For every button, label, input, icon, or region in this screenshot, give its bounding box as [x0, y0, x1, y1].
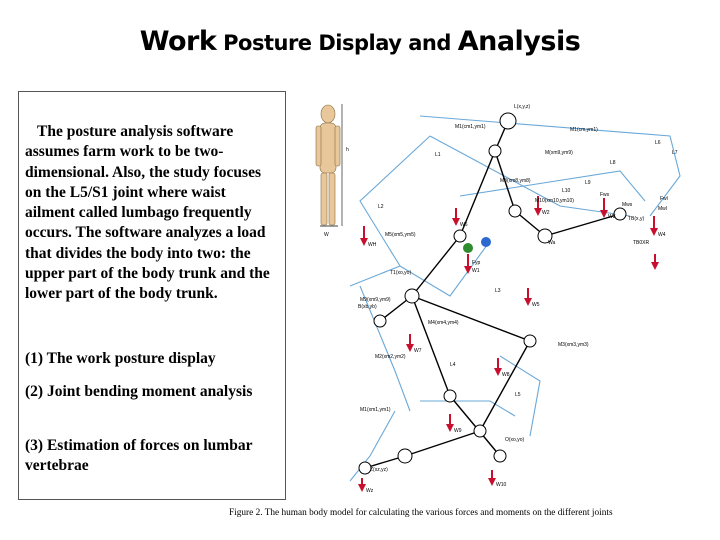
intro-paragraph [25, 122, 279, 305]
label-l8: L8 [610, 160, 616, 166]
label-fwl: Fwl [660, 196, 668, 202]
label-o: O(xo,yo) [505, 437, 525, 443]
label-m5: M5(xm5,ym5) [385, 232, 416, 238]
label-fws: Fws [600, 192, 610, 198]
description-box [18, 91, 286, 500]
guide-lines [350, 116, 680, 481]
body-model-figure [300, 96, 710, 496]
label-w1: W1 [472, 268, 480, 274]
label-w7: W7 [414, 348, 422, 354]
label-m4: M4(xm4,ym4) [428, 320, 459, 326]
label-wz: Wz [366, 488, 374, 494]
blue-marker-icon [481, 237, 491, 247]
list-item-bending-moment: (2) Joint bending moment analysis [25, 383, 253, 400]
joint-markers [359, 113, 626, 474]
label-m2: M2(xm2,ym2) [375, 354, 406, 360]
label-w2: W2 [542, 210, 550, 216]
list-item-lumbar-forces: (3) Estimation of forces on lumbar vertebrae [25, 437, 253, 475]
label-l6: L6 [655, 140, 661, 146]
label-m: M(xm9,ym9) [545, 150, 573, 156]
label-l2: L2 [378, 204, 384, 210]
label-wa: Wa [548, 240, 556, 246]
label-l10: L10 [562, 188, 571, 194]
label-t1: T1(xo,yo) [390, 270, 412, 276]
label-w: W [324, 232, 329, 238]
title-middle: Posture Display and [216, 31, 458, 55]
label-m1-top: M1(cm1,ym1) [455, 124, 486, 130]
label-m8: M8(xm8,ym8) [500, 178, 531, 184]
label-l9: L9 [585, 180, 591, 186]
label-w5: W5 [532, 302, 540, 308]
label-m1: M1(cm,ym1) [570, 127, 598, 133]
slide-title [0, 26, 720, 57]
label-l1: L1 [435, 152, 441, 158]
body-model-diagram [300, 96, 710, 496]
force-arrows [358, 196, 659, 492]
label-m9: M9(xm9,ym9) [360, 297, 391, 303]
label-fyp: Fyp [472, 260, 481, 266]
label-b: B(xb,yb) [358, 304, 377, 310]
label-wh: WH [368, 242, 377, 248]
standing-person-icon [316, 104, 342, 226]
label-l: L(x,y,z) [514, 104, 531, 110]
diagram-labels [324, 104, 678, 494]
title-word-analysis: Analysis [457, 26, 581, 57]
label-l5: L5 [515, 392, 521, 398]
green-marker-icon [463, 243, 473, 253]
label-h: h [346, 147, 349, 153]
label-w8: W8 [502, 372, 510, 378]
label-w10: W10 [496, 482, 507, 488]
label-w6: W6 [460, 222, 468, 228]
intro-text: The posture analysis software assumes farm work to be two-dimensional. Also, the study focuses on the L5/S1 joint where waist ailment called lumbago frequently occurs. The software analyzes a load that divides the body into two: the upper part of the body trunk and the lower part of the body trunk. [25, 123, 270, 303]
label-l3: L3 [495, 288, 501, 294]
label-m10: M10(xm10,ym10) [535, 198, 574, 204]
label-tb: TB(x,y) [628, 216, 645, 222]
label-z: Z(xz,yz) [370, 467, 388, 473]
label-mws: Mws [622, 202, 633, 208]
label-tb0xr: TB0XR [633, 240, 650, 246]
label-w4: W4 [658, 232, 666, 238]
title-word-work: Work [139, 26, 217, 57]
list-item-posture-display: (1) The work posture display [25, 350, 216, 367]
label-m1-low: M1(xm1,ym1) [360, 407, 391, 413]
label-l4: L4 [450, 362, 456, 368]
label-w9: W9 [454, 428, 462, 434]
label-l7: L7 [672, 150, 678, 156]
figure-caption: Figure 2. The human body model for calculating the various forces and moments on the different joints [229, 508, 613, 518]
label-mwl: Mwl [658, 206, 667, 212]
label-m3: M3(xm3,ym3) [558, 342, 589, 348]
skeleton-segments [365, 121, 620, 468]
label-w3: W3 [608, 214, 616, 220]
